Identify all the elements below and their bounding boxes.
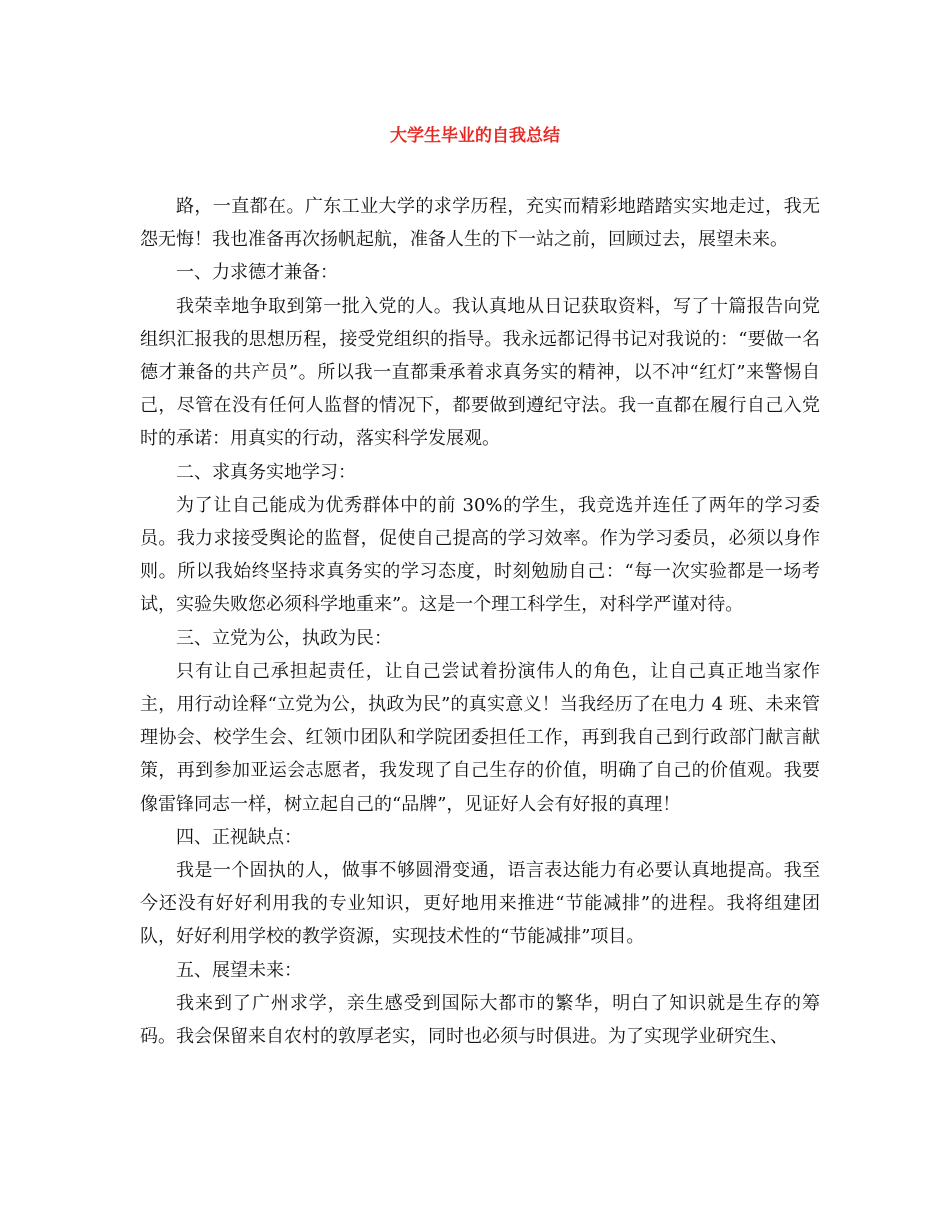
paragraph-section-3: 只有让自己承担起责任，让自己尝试着扮演伟人的角色，让自己真正地当家作主，用行动诠释“立党为公，执政为民”的真实意义！当我经历了在电力 4 班、未来管理协会、校学生会、红领巾团队和学院团委担任工作，再到我自己到行政部门献言献策，再到参加亚运会志愿者，我发现了自己生存的价值，明确了自己的价值观。我要像雷锋同志一样，树立起自己的“品牌”，见证好人会有好报的真理！ [140,660,820,815]
paragraph-section-4: 我是一个固执的人，做事不够圆滑变通，语言表达能力有必要认真地提高。我至今还没有好好利用我的专业知识，更好地用来推进“节能减排”的进程。我将组建团队，好好利用学校的教学资源，实现技术性的“节能减排”项目。 [140,860,820,948]
document-title: 大学生毕业的自我总结 [390,126,560,146]
paragraph-section-2: 为了让自己能成为优秀群体中的前 30%的学生，我竞选并连任了两年的学习委员。我力求接受舆论的监督，促使自己提高的学习效率。作为学习委员，必须以身作则。所以我始终坚持求真务实的学习态度，时刻勉励自己：“每一次实验都是一场考试，实验失败您必须科学地重来”。这是一个理工科学生，对科学严谨对待。 [140,494,820,616]
section-heading-5: 五、展望未来： [176,959,302,981]
section-heading-2: 二、求真务实地学习： [176,461,356,483]
section-heading-1: 一、力求德才兼备： [176,262,338,284]
section-heading-4: 四、正视缺点： [176,826,302,848]
paragraph-section-5: 我来到了广州求学，亲生感受到国际大都市的繁华，明白了知识就是生存的筹码。我会保留来自农村的敦厚老实，同时也必须与时俱进。为了实现学业研究生、 [140,992,820,1048]
document-body [140,190,820,1053]
paragraph-intro: 路，一直都在。广东工业大学的求学历程，充实而精彩地踏踏实实地走过，我无怨无悔！我也准备再次扬帆起航，准备人生的下一站之前，回顾过去，展望未来。 [140,196,820,251]
section-heading-3: 三、立党为公，执政为民： [176,627,392,649]
paragraph-section-1: 我荣幸地争取到第一批入党的人。我认真地从日记获取资料，写了十篇报告向党组织汇报我的思想历程，接受党组织的指导。我永远都记得书记对我说的：“要做一名德才兼备的共产员”。所以我一直都秉承着求真务实的精神，以不冲“红灯”来警惕自己，尽管在没有任何人监督的情况下，都要做到遵纪守法。我一直都在履行自己入党时的承诺：用真实的行动，落实科学发展观。 [140,295,820,450]
